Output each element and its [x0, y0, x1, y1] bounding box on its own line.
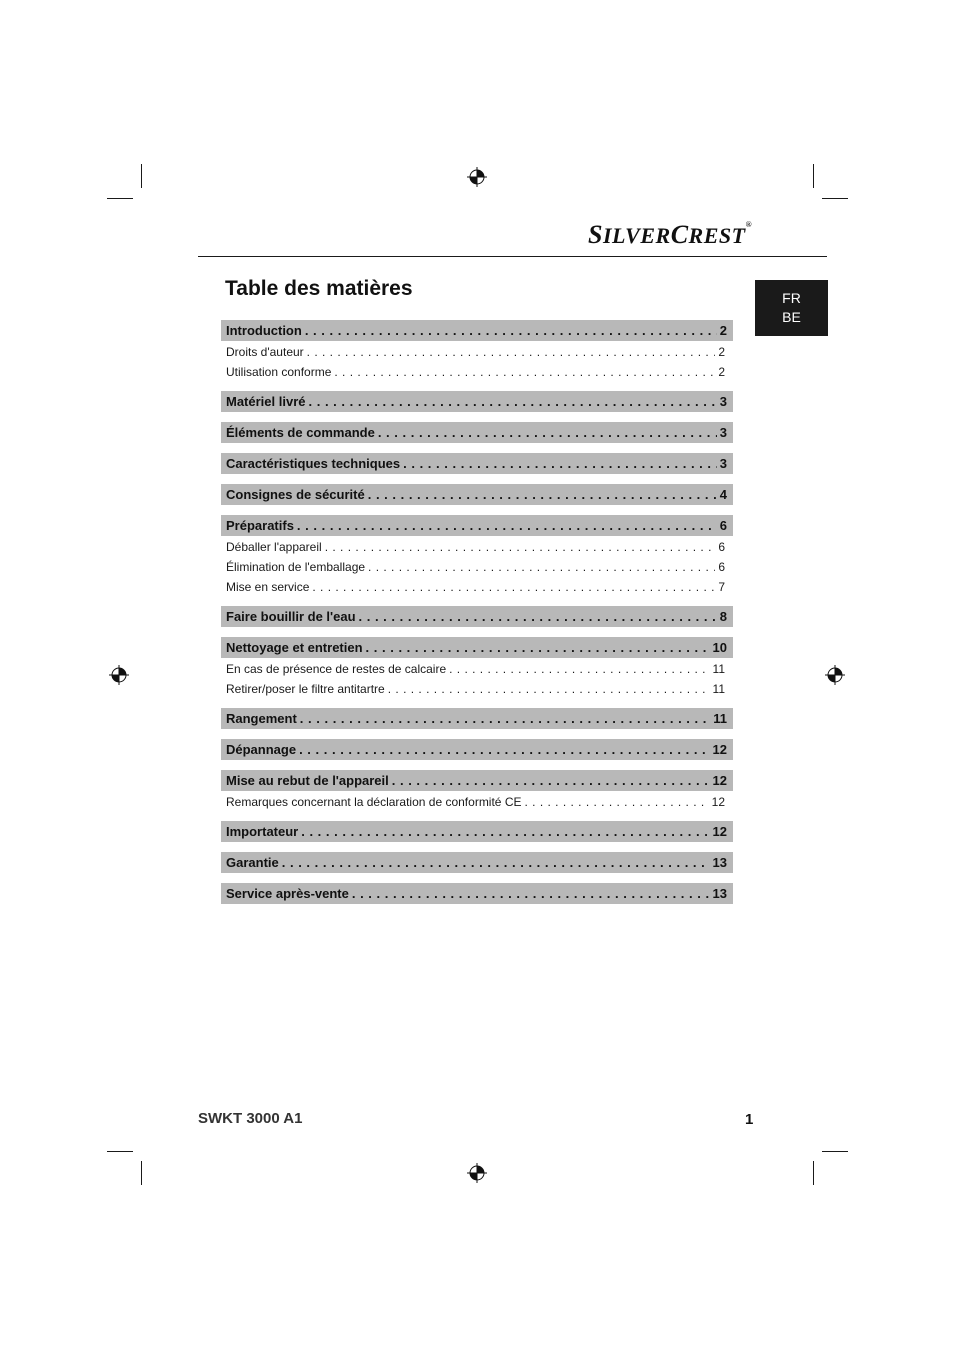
toc-subsection-label: En cas de présence de restes de calcaire: [226, 661, 447, 676]
toc-dot-leader: [305, 323, 717, 338]
toc-page-number: 12: [712, 773, 727, 788]
toc-section-label: Éléments de commande: [226, 425, 375, 440]
toc-page-number: 13: [712, 886, 727, 901]
toc-dot-leader: [403, 456, 717, 471]
toc-page-number: 11: [712, 661, 725, 676]
toc-dot-leader: [359, 609, 717, 624]
page-title: Table des matières: [225, 277, 413, 300]
toc-page-number: 12: [712, 742, 727, 757]
crop-mark-bottom-right-vertical: [813, 1161, 814, 1185]
toc-dot-leader: [368, 487, 717, 502]
toc-section-row[interactable]: [221, 484, 733, 505]
toc-section-label: Garantie: [226, 855, 279, 870]
crop-mark-top-right-vertical: [813, 164, 814, 188]
toc-page-number: 7: [718, 579, 725, 594]
toc-dot-leader: [301, 824, 709, 839]
toc-page-number: 2: [718, 364, 725, 379]
toc-section-row[interactable]: [221, 453, 733, 474]
toc-page-number: 6: [719, 518, 727, 533]
toc-section-row[interactable]: [221, 637, 733, 658]
logo-word: REST: [688, 223, 746, 248]
toc-subsection-row[interactable]: [221, 577, 733, 596]
toc-subsection-row[interactable]: [221, 557, 733, 576]
toc-dot-leader: [378, 425, 717, 440]
toc-subsection-label: Remarques concernant la déclaration de conformité CE: [226, 794, 522, 809]
registration-mark-icon: [109, 665, 129, 685]
logo-letter: S: [588, 220, 603, 249]
crop-mark-bottom-right-horizontal: [822, 1151, 848, 1152]
crop-mark-top-left-horizontal: [107, 198, 133, 199]
toc-page-number: 2: [718, 344, 725, 359]
crop-mark-bottom-left-horizontal: [107, 1151, 133, 1152]
toc-section-label: Consignes de sécurité: [226, 487, 365, 502]
toc-dot-leader: [388, 682, 710, 696]
registration-mark-icon: [467, 167, 487, 187]
toc-page-number: 3: [719, 425, 727, 440]
toc-section-label: Matériel livré: [226, 394, 306, 409]
toc-subsection-label: Mise en service: [226, 579, 310, 594]
footer-page-number: 1: [745, 1111, 754, 1128]
toc-page-number: 3: [719, 394, 727, 409]
language-tab: [755, 280, 828, 336]
toc-section-label: Rangement: [226, 711, 297, 726]
toc-subsection-label: Utilisation conforme: [226, 364, 332, 379]
toc-section-row[interactable]: [221, 606, 733, 627]
toc-page-number: 11: [712, 681, 725, 696]
toc-page-number: 13: [712, 855, 727, 870]
toc-section-row[interactable]: [221, 821, 733, 842]
toc-section-row[interactable]: [221, 320, 733, 341]
toc-subsection-row[interactable]: [221, 537, 733, 556]
toc-section-label: Faire bouillir de l'eau: [226, 609, 356, 624]
toc-section-label: Nettoyage et entretien: [226, 640, 363, 655]
toc-page-number: 11: [713, 711, 727, 726]
toc-section-row[interactable]: [221, 708, 733, 729]
registration-mark-icon: [467, 1163, 487, 1183]
toc-dot-leader: [368, 560, 715, 574]
toc-section-row[interactable]: [221, 515, 733, 536]
toc-section-row[interactable]: [221, 422, 733, 443]
toc-dot-leader: [307, 345, 716, 359]
toc-page-number: 6: [718, 539, 725, 554]
toc-dot-leader: [300, 711, 710, 726]
toc-subsection-label: Déballer l'appareil: [226, 539, 322, 554]
toc-section-label: Caractéristiques techniques: [226, 456, 401, 471]
toc-section-label: Dépannage: [226, 742, 297, 757]
logo-letter: C: [670, 220, 689, 249]
toc-dot-leader: [449, 662, 709, 676]
toc-section-label: Importateur: [226, 824, 299, 839]
toc-page-number: 4: [719, 487, 727, 502]
toc-dot-leader: [366, 640, 710, 655]
header-divider: [198, 256, 827, 257]
toc-section-label: Mise au rebut de l'appareil: [226, 773, 389, 788]
toc-subsection-label: Droits d'auteur: [226, 344, 304, 359]
toc-dot-leader: [297, 518, 717, 533]
toc-subsection-label: Élimination de l'emballage: [226, 559, 366, 574]
toc-dot-leader: [282, 855, 710, 870]
toc-section-row[interactable]: [221, 391, 733, 412]
toc-subsection-row[interactable]: [221, 342, 733, 361]
toc-page-number: 12: [711, 794, 725, 809]
crop-mark-bottom-left-vertical: [141, 1161, 142, 1185]
toc-section-row[interactable]: [221, 770, 733, 791]
registered-mark: ®: [745, 220, 753, 229]
toc-dot-leader: [525, 795, 709, 809]
toc-dot-leader: [309, 394, 717, 409]
toc-page-number: 3: [719, 456, 727, 471]
crop-mark-top-left-vertical: [141, 164, 142, 188]
brand-logo: [588, 220, 752, 250]
language-code: FR: [782, 290, 801, 306]
registration-mark-icon: [825, 665, 845, 685]
toc-section-row[interactable]: [221, 883, 733, 904]
toc-page-number: 6: [718, 559, 725, 574]
toc-page-number: 12: [712, 824, 727, 839]
toc-section-label: Introduction: [226, 323, 302, 338]
toc-page-number: 2: [719, 323, 727, 338]
language-code: BE: [782, 309, 801, 325]
toc-dot-leader: [325, 540, 716, 554]
toc-section-row[interactable]: [221, 739, 733, 760]
toc-section-row[interactable]: [221, 852, 733, 873]
toc-dot-leader: [299, 742, 709, 757]
toc-subsection-row[interactable]: [221, 792, 733, 811]
toc-section-label: Service après-vente: [226, 886, 349, 901]
toc-subsection-row[interactable]: [221, 659, 733, 678]
toc-dot-leader: [392, 773, 710, 788]
toc-subsection-row[interactable]: [221, 679, 733, 698]
toc-dot-leader: [312, 580, 715, 594]
logo-word: ILVER: [602, 223, 671, 248]
footer-model-number: SWKT 3000 A1: [198, 1110, 303, 1127]
toc-page-number: 10: [712, 640, 727, 655]
toc-dot-leader: [352, 886, 710, 901]
toc-subsection-row[interactable]: [221, 362, 733, 381]
toc-subsection-label: Retirer/poser le filtre antitartre: [226, 681, 385, 696]
toc-section-label: Préparatifs: [226, 518, 294, 533]
crop-mark-top-right-horizontal: [822, 198, 848, 199]
toc-dot-leader: [334, 365, 715, 379]
toc-page-number: 8: [719, 609, 727, 624]
